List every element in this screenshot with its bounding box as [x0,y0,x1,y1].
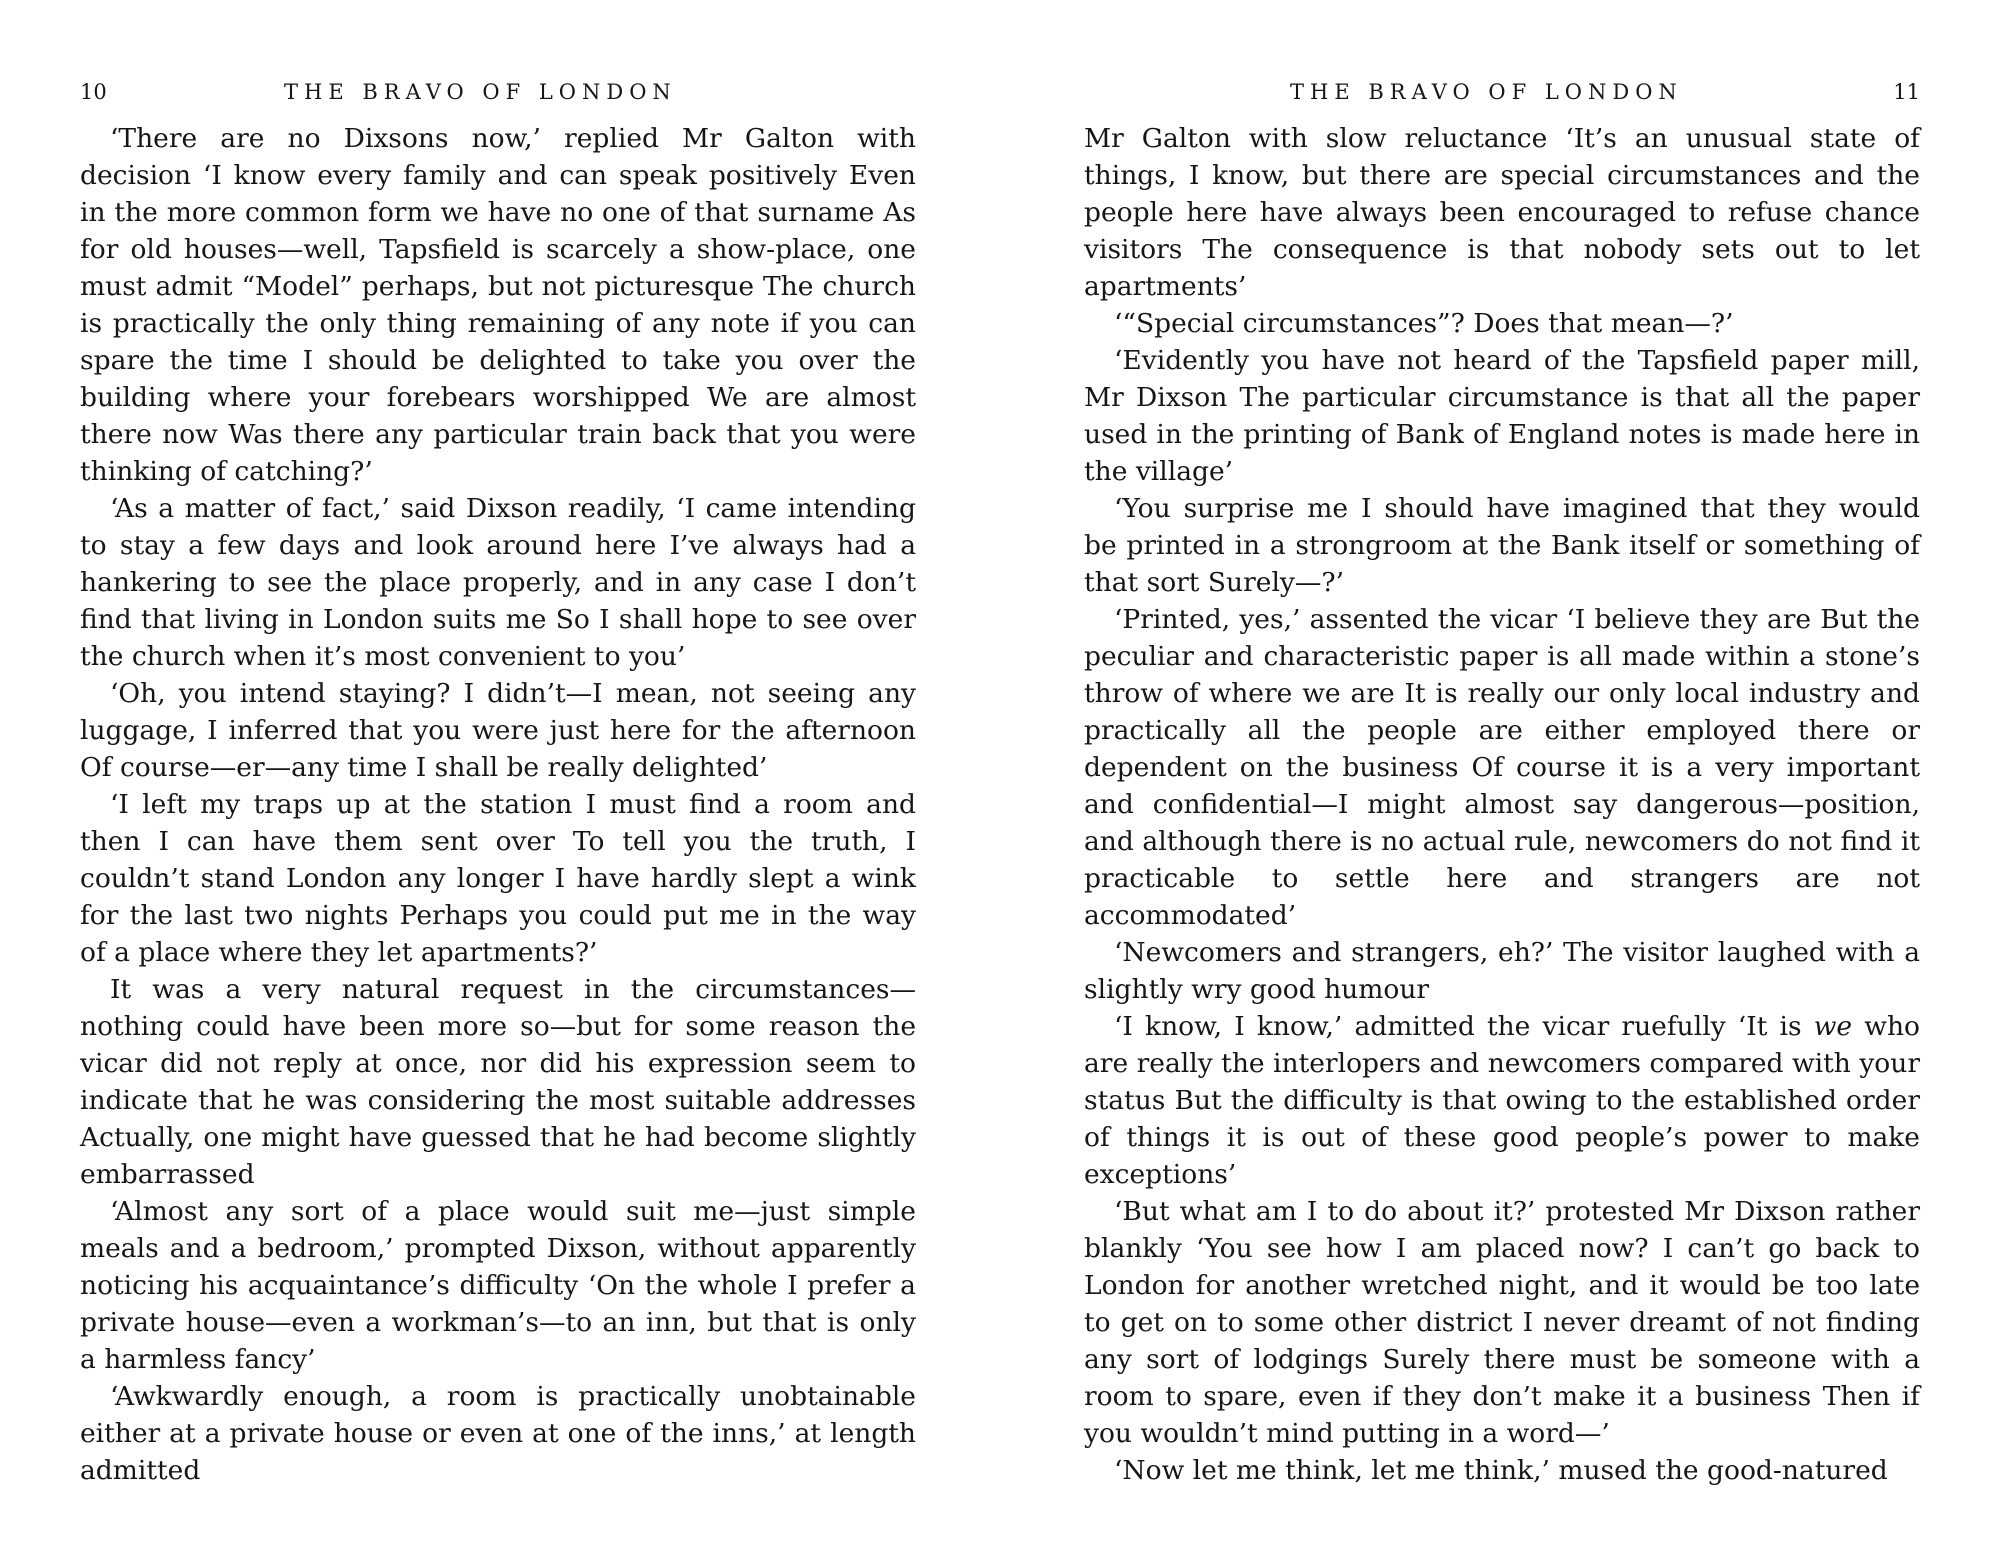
left-page-header [80,80,916,114]
paragraph: ‘Now let me think, let me think,’ mused the good-natured [1114,1455,1888,1486]
text-run: ‘I know, I know,’ admitted the vicar ruefully ‘It is [1114,1011,1814,1042]
paragraph: ‘But what am I to do about it?’ protested Mr Dixson rather blankly ‘You see how I am placed now? I can’t go back to London for another wretched night, and it would be too late to get on to some other district I never dreamt of not finding any sort of lodgings Surely there must be someone with a room to spare, even if they don’t make it a business Then if you wouldn’t mind putting in a word—’ [1084,1196,1920,1449]
paragraph: ‘You surprise me I should have imagined that they would be printed in a strongroom at the Bank itself or something of that sort Surely—?’ [1084,493,1920,598]
paragraph: ‘“Special circumstances”? Does that mean—?’ [1114,308,1734,339]
paragraph: ‘Oh, you intend staying? I didn’t—I mean, not seeing any luggage, I inferred that you were just here for the afternoon Of course—er—any time I shall be really delighted’ [80,678,916,783]
italic-word: we [1813,1011,1853,1042]
paragraph: ‘Newcomers and strangers, eh?’ The visitor laughed with a slightly wry good humour [1084,937,1920,1005]
paragraph: ‘Printed, yes,’ assented the vicar ‘I believe they are But the peculiar and characteristic paper is all made within a stone’s throw of where we are It is really our only local industry and practically all the people are either employed there or dependent on the business Of course it is a very important and confidential—I might almost say dangerous—position, and although there is no actual rule, newcomers do not find it practicable to settle here and strangers are not accommodated’ [1084,604,1920,931]
left-page [80,0,916,1564]
right-page-text [1084,120,1920,1489]
text-run: who are really the interlopers and newcomers compared with your status But the difficulty is that owing to the established order of things it is out of these good people’s power to make exceptions’ [1084,1011,1920,1190]
left-page-number: 10 [80,80,107,104]
paragraph: ‘As a matter of fact,’ said Dixson readily, ‘I came intending to stay a few days and look around here I’ve always had a hankering to see the place properly, and in any case I don’t find that living in London suits me So I shall hope to see over the church when it’s most convenient to you’ [80,493,916,672]
paragraph: ‘There are no Dixsons now,’ replied Mr Galton with decision ‘I know every family and can speak positively Even in the more common form we have no one of that surname As for old houses—well, Tapsfield is scarcely a show-place, one must admit “Model” perhaps, but not picturesque The church is practically the only thing remaining of any note if you can spare the time I should be delighted to take you over the building where your forebears worshipped We are almost there now Was there any particular train back that you were thinking of catching?’ [80,123,916,487]
right-running-head: THE BRAVO OF LONDON [1290,80,1683,104]
right-page-header [1084,80,1920,114]
paragraph: ‘I left my traps up at the station I must find a room and then I can have them sent over To tell you the truth, I couldn’t stand London any longer I have hardly slept a wink for the last two nights Perhaps you could put me in the way of a place where they let apartments?’ [80,789,916,968]
right-page [1084,0,1920,1564]
left-running-head: THE BRAVO OF LONDON [284,80,677,104]
continued-paragraph: Mr Galton with slow reluctance ‘It’s an unusual state of things, I know, but there are special circumstances and the people here have always been encouraged to refuse chance visitors The consequence is that nobody sets out to let apartments’ [1084,123,1920,302]
paragraph: ‘Almost any sort of a place would suit me—just simple meals and a bedroom,’ prompted Dixson, without apparently noticing his acquaintance’s difficulty ‘On the whole I prefer a private house—even a workman’s—to an inn, but that is only a harmless fancy’ [80,1196,916,1375]
paragraph: ‘Evidently you have not heard of the Tapsfield paper mill, Mr Dixson The particular circumstance is that all the paper used in the printing of Bank of England notes is made here in the village’ [1084,345,1920,487]
paragraph-with-italic [1084,1008,1920,1193]
right-page-number: 11 [1893,80,1920,104]
paragraph: ‘Awkwardly enough, a room is practically unobtainable either at a private house or even at one of the inns,’ at length admitted [80,1381,916,1486]
left-page-text [80,120,916,1489]
paragraph: It was a very natural request in the circumstances—nothing could have been more so—but for some reason the vicar did not reply at once, nor did his expression seem to indicate that he was considering the most suitable addresses Actually, one might have guessed that he had become slightly embarrassed [80,974,916,1190]
